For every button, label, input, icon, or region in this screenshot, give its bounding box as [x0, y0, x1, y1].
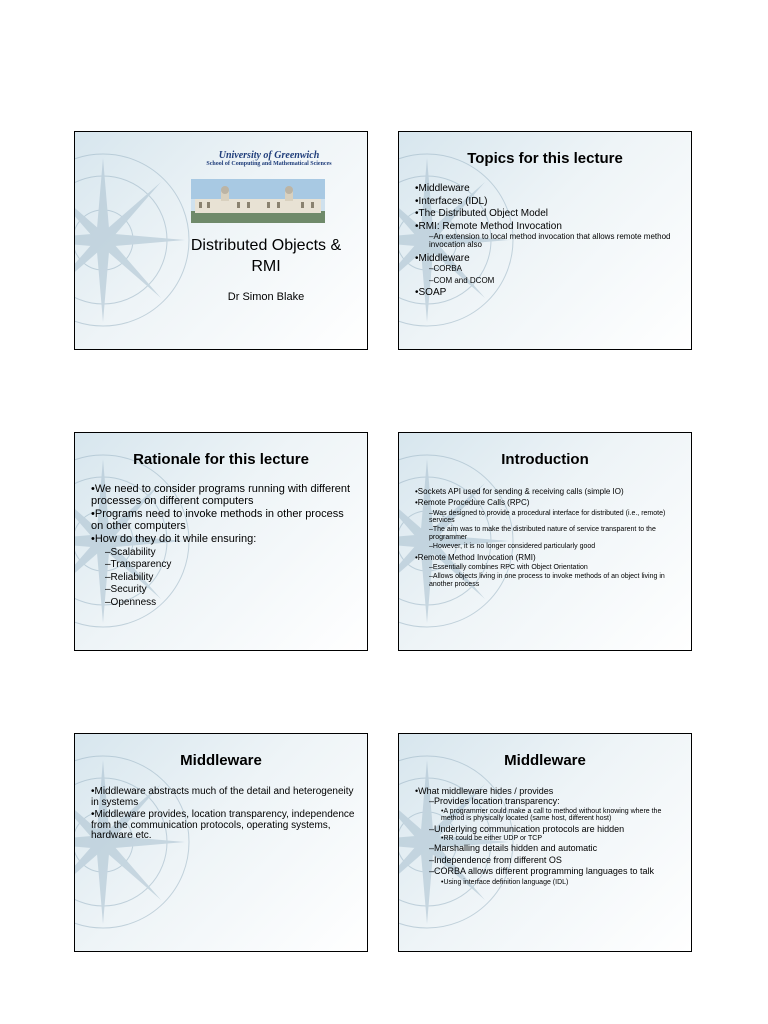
slide-heading: Middleware: [180, 752, 262, 769]
bullet-subitem: –Openness: [105, 596, 157, 608]
compass-rose-watermark: [74, 752, 193, 932]
slide-rationale: [74, 432, 368, 651]
bullet-item: •Interfaces (IDL): [415, 195, 488, 207]
slide-middleware-1: [74, 733, 368, 952]
bullet-subitem: –Reliability: [105, 571, 154, 583]
bullet-list: [91, 484, 357, 608]
slide-middleware-2: [398, 733, 692, 952]
bullet-subitem: –CORBA allows different programming languages to talk: [429, 866, 654, 877]
bullet-item: •Programs need to invoke methods in other process on other computers: [91, 508, 344, 532]
bullet-item: •Middleware: [415, 183, 470, 194]
bullet-subitem: –Essentially combines RPC with Object Orientation: [429, 563, 588, 571]
bullet-subitem: –However, it is no longer considered particularly good: [429, 543, 596, 551]
bullet-subitem: –Underlying communication protocols are hidden: [429, 823, 625, 834]
bullet-item: •Middleware abstracts much of the detail and heterogeneity in systems: [91, 786, 354, 808]
bullet-list: [415, 184, 681, 299]
bullet-subsubitem: •Using interface definition language (IDL): [441, 878, 569, 886]
bullet-item: •We need to consider programs running with different processes on different computers: [91, 483, 351, 507]
bullet-subitem: –COM and DCOM: [429, 275, 495, 285]
bullet-subitem: –Marshalling details hidden and automatic: [429, 843, 598, 854]
bullet-subitem: –Transparency: [105, 559, 172, 571]
bullet-subitem: –The aim was to make the distributed nature of service transparent to the programmer: [429, 526, 656, 541]
bullet-list: [415, 488, 681, 588]
bullet-item: •Middleware provides, location transparency, independence from the communication protocols, operating systems, hardware etc.: [91, 809, 355, 841]
bullet-item: •Sockets API used for sending & receiving calls (simple IO): [415, 487, 624, 496]
university-name: University of Greenwich: [218, 150, 320, 161]
university-building-photo: [191, 179, 325, 223]
bullet-subitem: –Allows objects living in one process to invoke methods of an object living in another process: [429, 573, 665, 588]
bullet-subsubitem: •RR could be either UDP or TCP: [441, 835, 543, 842]
slide-main-title: [165, 236, 367, 278]
bullet-list: [415, 787, 681, 886]
bullet-subitem: –Was designed to provide a procedural interface for distributed (i.e., remote) services: [429, 509, 666, 525]
slide-heading: Introduction: [501, 451, 589, 468]
slide-title: [74, 131, 368, 350]
bullet-subsubitem: •A programmer could make a call to method without knowing where the method is physically located (same host, different host): [441, 807, 662, 823]
author-name: Dr Simon Blake: [227, 291, 305, 303]
slide-heading: Middleware: [504, 752, 586, 769]
bullet-item: •Remote Method Invocation (RMI): [415, 552, 536, 562]
bullet-item: •Middleware: [415, 252, 470, 264]
school-name: School of Computing and Mathematical Sciences: [206, 161, 332, 167]
bullet-item: •How do they do it while ensuring:: [91, 533, 257, 546]
slide-introduction: [398, 432, 692, 651]
bullet-subitem: –Security: [105, 584, 147, 596]
bullet-subitem: –Scalability: [105, 546, 156, 558]
bullet-item: •SOAP: [415, 287, 447, 299]
title-line-1: Distributed Objects &: [190, 237, 342, 254]
slide-heading: Rationale for this lecture: [133, 451, 309, 468]
bullet-subitem: –Provides location transparency:: [429, 796, 560, 807]
bullet-subitem: –An extension to local method invocation that allows remote method invocation also: [429, 232, 671, 250]
bullet-subitem: –CORBA: [429, 264, 462, 274]
bullet-item: •The Distributed Object Model: [415, 208, 549, 219]
slide-heading: Topics for this lecture: [467, 150, 623, 167]
bullet-item: •RMI: Remote Method Invocation: [415, 220, 562, 232]
title-line-2: RMI: [251, 257, 281, 275]
bullet-item: •What middleware hides / provides: [415, 786, 554, 796]
slide-topics: [398, 131, 692, 350]
bullet-subitem: –Independence from different OS: [429, 854, 562, 865]
bullet-list: [91, 787, 357, 842]
bullet-item: •Remote Procedure Calls (RPC): [415, 498, 530, 508]
